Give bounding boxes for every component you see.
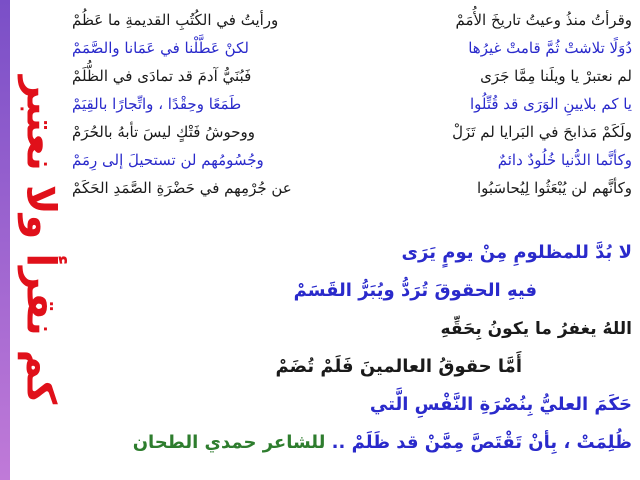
verse-left-half: وجُسُومُهم لن تستحيلَ إلى رِمَمْ bbox=[72, 151, 264, 169]
stanza-line-2: فيهِ الحقوقَ تُرَدُّ ويُبَرُّ القَسَمْ bbox=[293, 280, 537, 301]
stanza-line-5: حَكَمَ العليُّ بِنُصْرَةِ النَّفْسِ الَّتي bbox=[369, 394, 632, 415]
verse-right-half: وكأنَّهم لن يُبْعَثُوا لِيُحاسَبُوا bbox=[476, 179, 632, 197]
stanza-line-4: أَمَّا حقوقُ العالمينَ فَلَمْ تُضَمْ bbox=[275, 356, 522, 377]
poem-body bbox=[72, 6, 632, 232]
poem-verse-6 bbox=[72, 146, 632, 174]
poem-verse-5 bbox=[72, 118, 632, 146]
poem-verse-3 bbox=[72, 62, 632, 90]
verse-right-half: لم نعتبرْ يا ويلَنا مِمَّا جَرَى bbox=[480, 67, 632, 85]
verse-left-half: ووحوشُ فَتْكٍ ليسَ تأبهُ بالحُرَمْ bbox=[72, 123, 255, 141]
verse-left-half: فَبُنَيُّ آدمَ قد تمادَى في الظُّلَمْ bbox=[72, 67, 252, 85]
verse-right-half: ولَكَمْ مَذابحَ في البَرايا لم تَزَلْ bbox=[452, 123, 632, 141]
poem-verse-2 bbox=[72, 34, 632, 62]
poem-title: كم نقرأ ولا نعتبر bbox=[17, 75, 63, 405]
stanza-line-3: اللهُ يغفرُ ما يكونُ بِحَقِّهِ bbox=[440, 319, 632, 339]
stanza-line-6 bbox=[72, 424, 632, 462]
stanza-line-6-text: ظُلِمَتْ ، بِأنْ تَقْتَصَّ مِمَّنْ قد ظَلَمْ .. bbox=[331, 432, 632, 453]
verse-right-half: وكأنَّما الدُّنيا خُلُودٌ دائمٌ bbox=[497, 151, 632, 169]
verse-left-half: طَمَعًا وحِقْدًا ، واتِّجارًا بالقِيَمْ bbox=[72, 95, 242, 113]
verse-left-half: لكنْ عَطَّلْنا في عَمَانا والصَّمَمْ bbox=[72, 39, 249, 57]
title-container bbox=[14, 6, 66, 474]
verse-right-half: يا كم بلايينِ الوَرَى قد قُتِّلُوا bbox=[469, 95, 632, 113]
verse-left-half: ورأيتُ في الكُتُبِ القديمةِ ما عَظُمْ bbox=[72, 11, 279, 29]
bold-stanza bbox=[72, 234, 632, 462]
verse-right-half: وقرأتُ منذُ وعيتُ تاريخَ الأُمَمْ bbox=[455, 11, 632, 29]
poem-verse-4 bbox=[72, 90, 632, 118]
poem-verse-1 bbox=[72, 6, 632, 34]
stanza-line-1: لا بُدَّ للمظلومِ مِنْ يومٍ يَرَى bbox=[401, 242, 632, 263]
poet-credit: للشاعر حمدي الطحان bbox=[132, 432, 326, 453]
side-accent-bar bbox=[0, 0, 10, 480]
verse-left-half: عن جُرْمِهم في حَضْرَةِ الصَّمَدِ الحَكَمْ bbox=[72, 179, 292, 197]
poem-verse-7 bbox=[72, 174, 632, 202]
verse-right-half: دُوَلًا تلاشتْ ثُمَّ قامتْ غيرُها bbox=[468, 39, 632, 57]
